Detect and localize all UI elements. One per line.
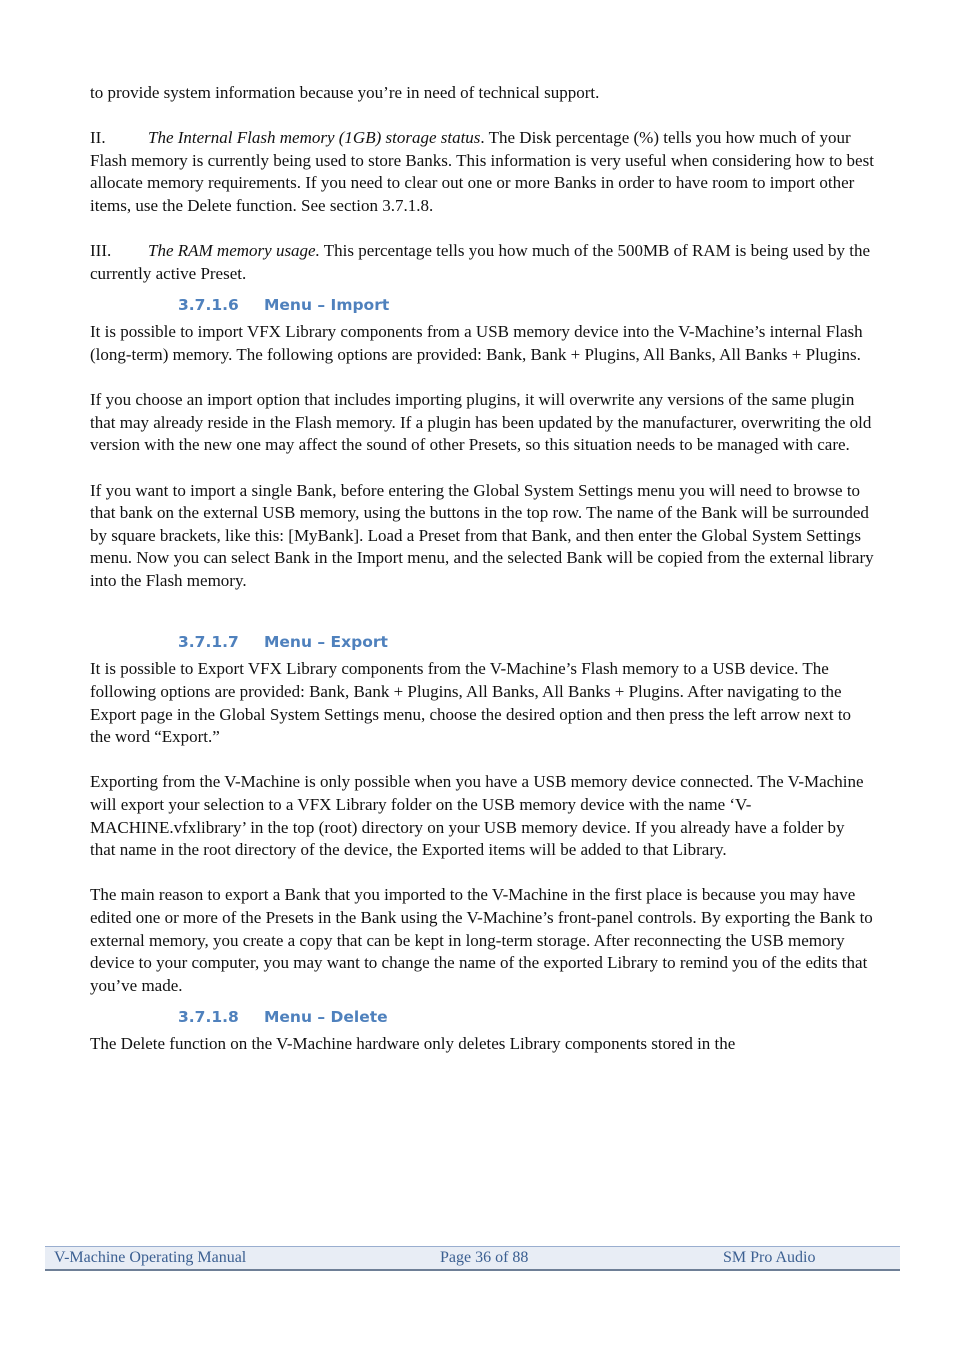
section-heading-delete (90, 1006, 874, 1028)
paragraph: If you choose an import option that includes importing plugins, it will overwrite any versions of the same plugin that may already reside in the Flash memory. If a plugin has been updated by the manufacturer, overwriting the old version with the new one may affect the sound of other Presets, so this situation needs to be managed with care. (90, 390, 872, 455)
paragraph: The Delete function on the V-Machine hardware only deletes Library components stored in the (90, 1034, 736, 1054)
list-number: II. (90, 128, 106, 148)
section-heading-import (90, 294, 874, 316)
list-number: III. (90, 241, 112, 261)
paragraph: It is possible to import VFX Library components from a USB memory device into the V-Machine’s internal Flash (long-term) memory. The following options are provided: Bank, Bank + Plugins, All Banks, All Banks + Plugins. (90, 322, 863, 364)
footer-company: SM Pro Audio (723, 1249, 816, 1266)
section-heading-export (90, 631, 874, 653)
paragraph: It is possible to Export VFX Library components from the V-Machine’s Flash memory to a USB device. The following options are provided: Bank, Bank + Plugins, All Banks, All Banks + Plugins. After navigating to the Export page in the Global System Settings menu, choose the desired option and then press the left arrow next to the word “Export.” (90, 659, 852, 747)
section-number: 3.7.1.6 (178, 296, 239, 315)
footer-page-number: Page 36 of 88 (440, 1249, 529, 1266)
paragraph: Exporting from the V-Machine is only possible when you have a USB memory device connected. The V-Machine will export your selection to a VFX Library folder on the USB memory device with the name ‘V-MACHINE.vfxlibrary’ in the top (root) directory on your USB memory device. If you already have a folder by that name in the root directory of the device, the Exported items will be added to that Library. (90, 772, 864, 860)
list-item-2 (90, 127, 874, 217)
section-title: Menu – Delete (264, 1008, 388, 1027)
paragraph: If you want to import a single Bank, before entering the Global System Settings menu you will need to browse to that bank on the external USB memory, using the buttons in the top row. The name of the Bank will be surrounded by square brackets, like this: [MyBank]. Load a Preset from that Bank, and then enter the Global System Settings menu. Now you can select Bank in the Import menu, and the selected Bank will be copied from the external library into the Flash memory. (90, 480, 874, 590)
section-title: Menu – Import (264, 296, 390, 315)
list-item-text: . The Disk percentage (%) tells you how much of your Flash memory is currently being used to store Banks. This information is very useful when considering how to best allocate memory requirements. If you need to clear out one or more Banks in order to have room to import other items, use the Delete function. See section 3.7.1.8. (90, 128, 874, 215)
page-body (90, 82, 874, 1056)
page-footer (45, 1246, 900, 1271)
paragraph: to provide system information because you’re in need of technical support. (90, 83, 600, 102)
list-item-title: The RAM memory usage. (148, 241, 320, 261)
list-item-3 (90, 240, 874, 285)
list-item-title: The Internal Flash memory (1GB) storage status (148, 128, 481, 148)
paragraph: The main reason to export a Bank that you imported to the V-Machine in the first place is because you may have edited one or more of the Presets in the Bank using the V-Machine’s front-panel controls. By exporting the Bank to external memory, you create a copy that can be kept in long-term storage. After reconnecting the USB memory device to your computer, you may want to change the name of the exported Library to remind you of the edits that you’ve made. (90, 885, 873, 995)
section-number: 3.7.1.8 (178, 1008, 239, 1027)
section-number: 3.7.1.7 (178, 633, 239, 652)
section-title: Menu – Export (264, 633, 388, 652)
footer-manual-title: V-Machine Operating Manual (54, 1249, 247, 1266)
list-item-text: This percentage tells you how much of the 500MB of RAM is being used by the currently active Preset. (90, 241, 871, 283)
